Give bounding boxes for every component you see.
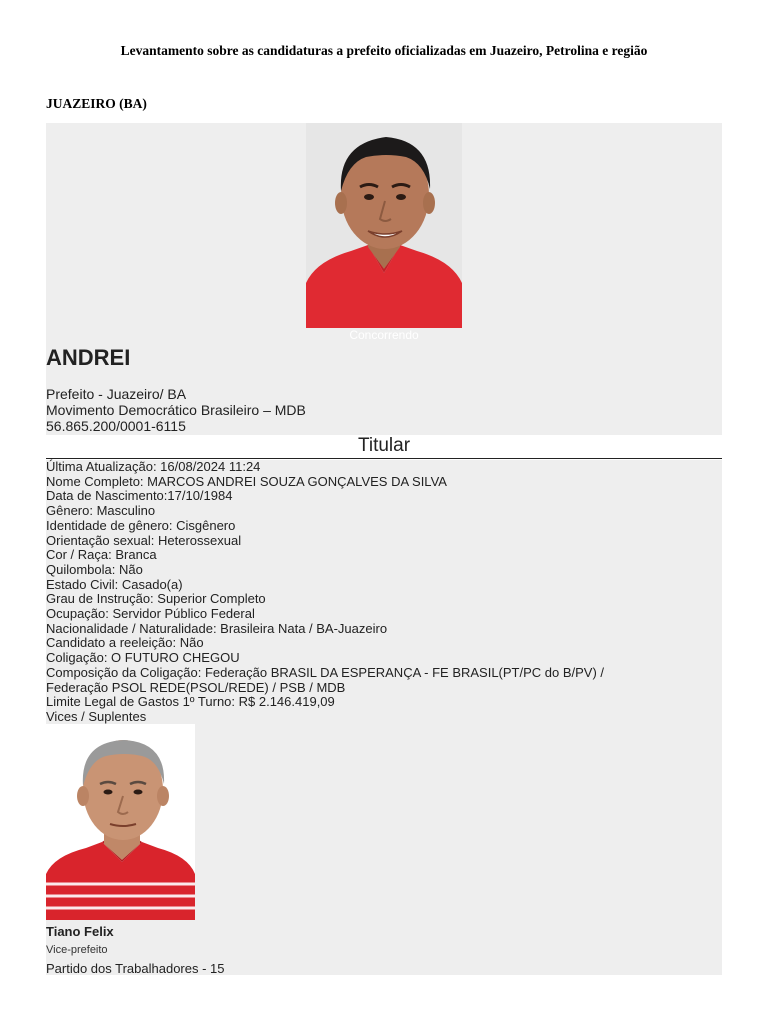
detail-line: Quilombola: Não <box>46 561 143 577</box>
candidate-party: Movimento Democrático Brasileiro – MDB <box>46 402 306 418</box>
detail-line: Cor / Raça: Branca <box>46 547 157 563</box>
detail-line: Ocupação: Servidor Público Federal <box>46 606 255 621</box>
candidate-photo <box>306 123 462 328</box>
candidate-name: ANDREI <box>46 345 131 370</box>
document-title: Levantamento sobre as candidaturas a prefeito oficializadas em Juazeiro, Petrolina e região <box>120 43 648 58</box>
detail-line: Federação PSOL REDE(PSOL/REDE) / PSB / MDB <box>46 679 346 695</box>
candidate-office: Prefeito - Juazeiro/ BA <box>46 386 187 402</box>
detail-line: Gênero: Masculino <box>46 503 156 519</box>
detail-line: Identidade de gênero: Cisgênero <box>46 517 236 533</box>
candidate-cnpj: 56.865.200/0001-6115 <box>46 418 186 434</box>
detail-line: Coligação: O FUTURO CHEGOU <box>46 650 240 666</box>
vice-role: Vice-prefeito <box>46 944 108 956</box>
vice-photo <box>46 724 195 920</box>
detail-line: Composição da Coligação: Federação BRASIL DA ESPERANÇA - FE BRASIL(PT/PC do B/PV) / <box>46 664 605 680</box>
city-heading: JUAZEIRO (BA) <box>46 96 147 111</box>
vice-portrait <box>46 724 195 920</box>
detail-line: Estado Civil: Casado(a) <box>46 576 183 592</box>
role-heading: Titular <box>357 435 411 456</box>
detail-line: Data de Nascimento:17/10/1984 <box>46 488 233 504</box>
detail-line: Candidato a reeleição: Não <box>46 635 204 651</box>
vice-name: Tiano Felix <box>46 924 114 939</box>
detail-line: Última Atualização: 16/08/2024 11:24 <box>46 459 261 474</box>
candidate-portrait <box>306 123 462 328</box>
vices-heading: Vices / Suplentes <box>46 708 147 724</box>
detail-line: Limite Legal de Gastos 1º Turno: R$ 2.146.419,09 <box>46 694 335 710</box>
detail-line: Grau de Instrução: Superior Completo <box>46 591 266 607</box>
detail-line: Nome Completo: MARCOS ANDREI SOUZA GONÇALVES DA SILVA <box>46 473 447 489</box>
detail-line: Nacionalidade / Naturalidade: Brasileira Nata / BA-Juazeiro <box>46 620 388 636</box>
detail-line: Orientação sexual: Heterossexual <box>46 532 242 548</box>
candidacy-status: Concorrendo <box>349 328 419 342</box>
vice-party: Partido dos Trabalhadores - 15 <box>46 961 225 976</box>
